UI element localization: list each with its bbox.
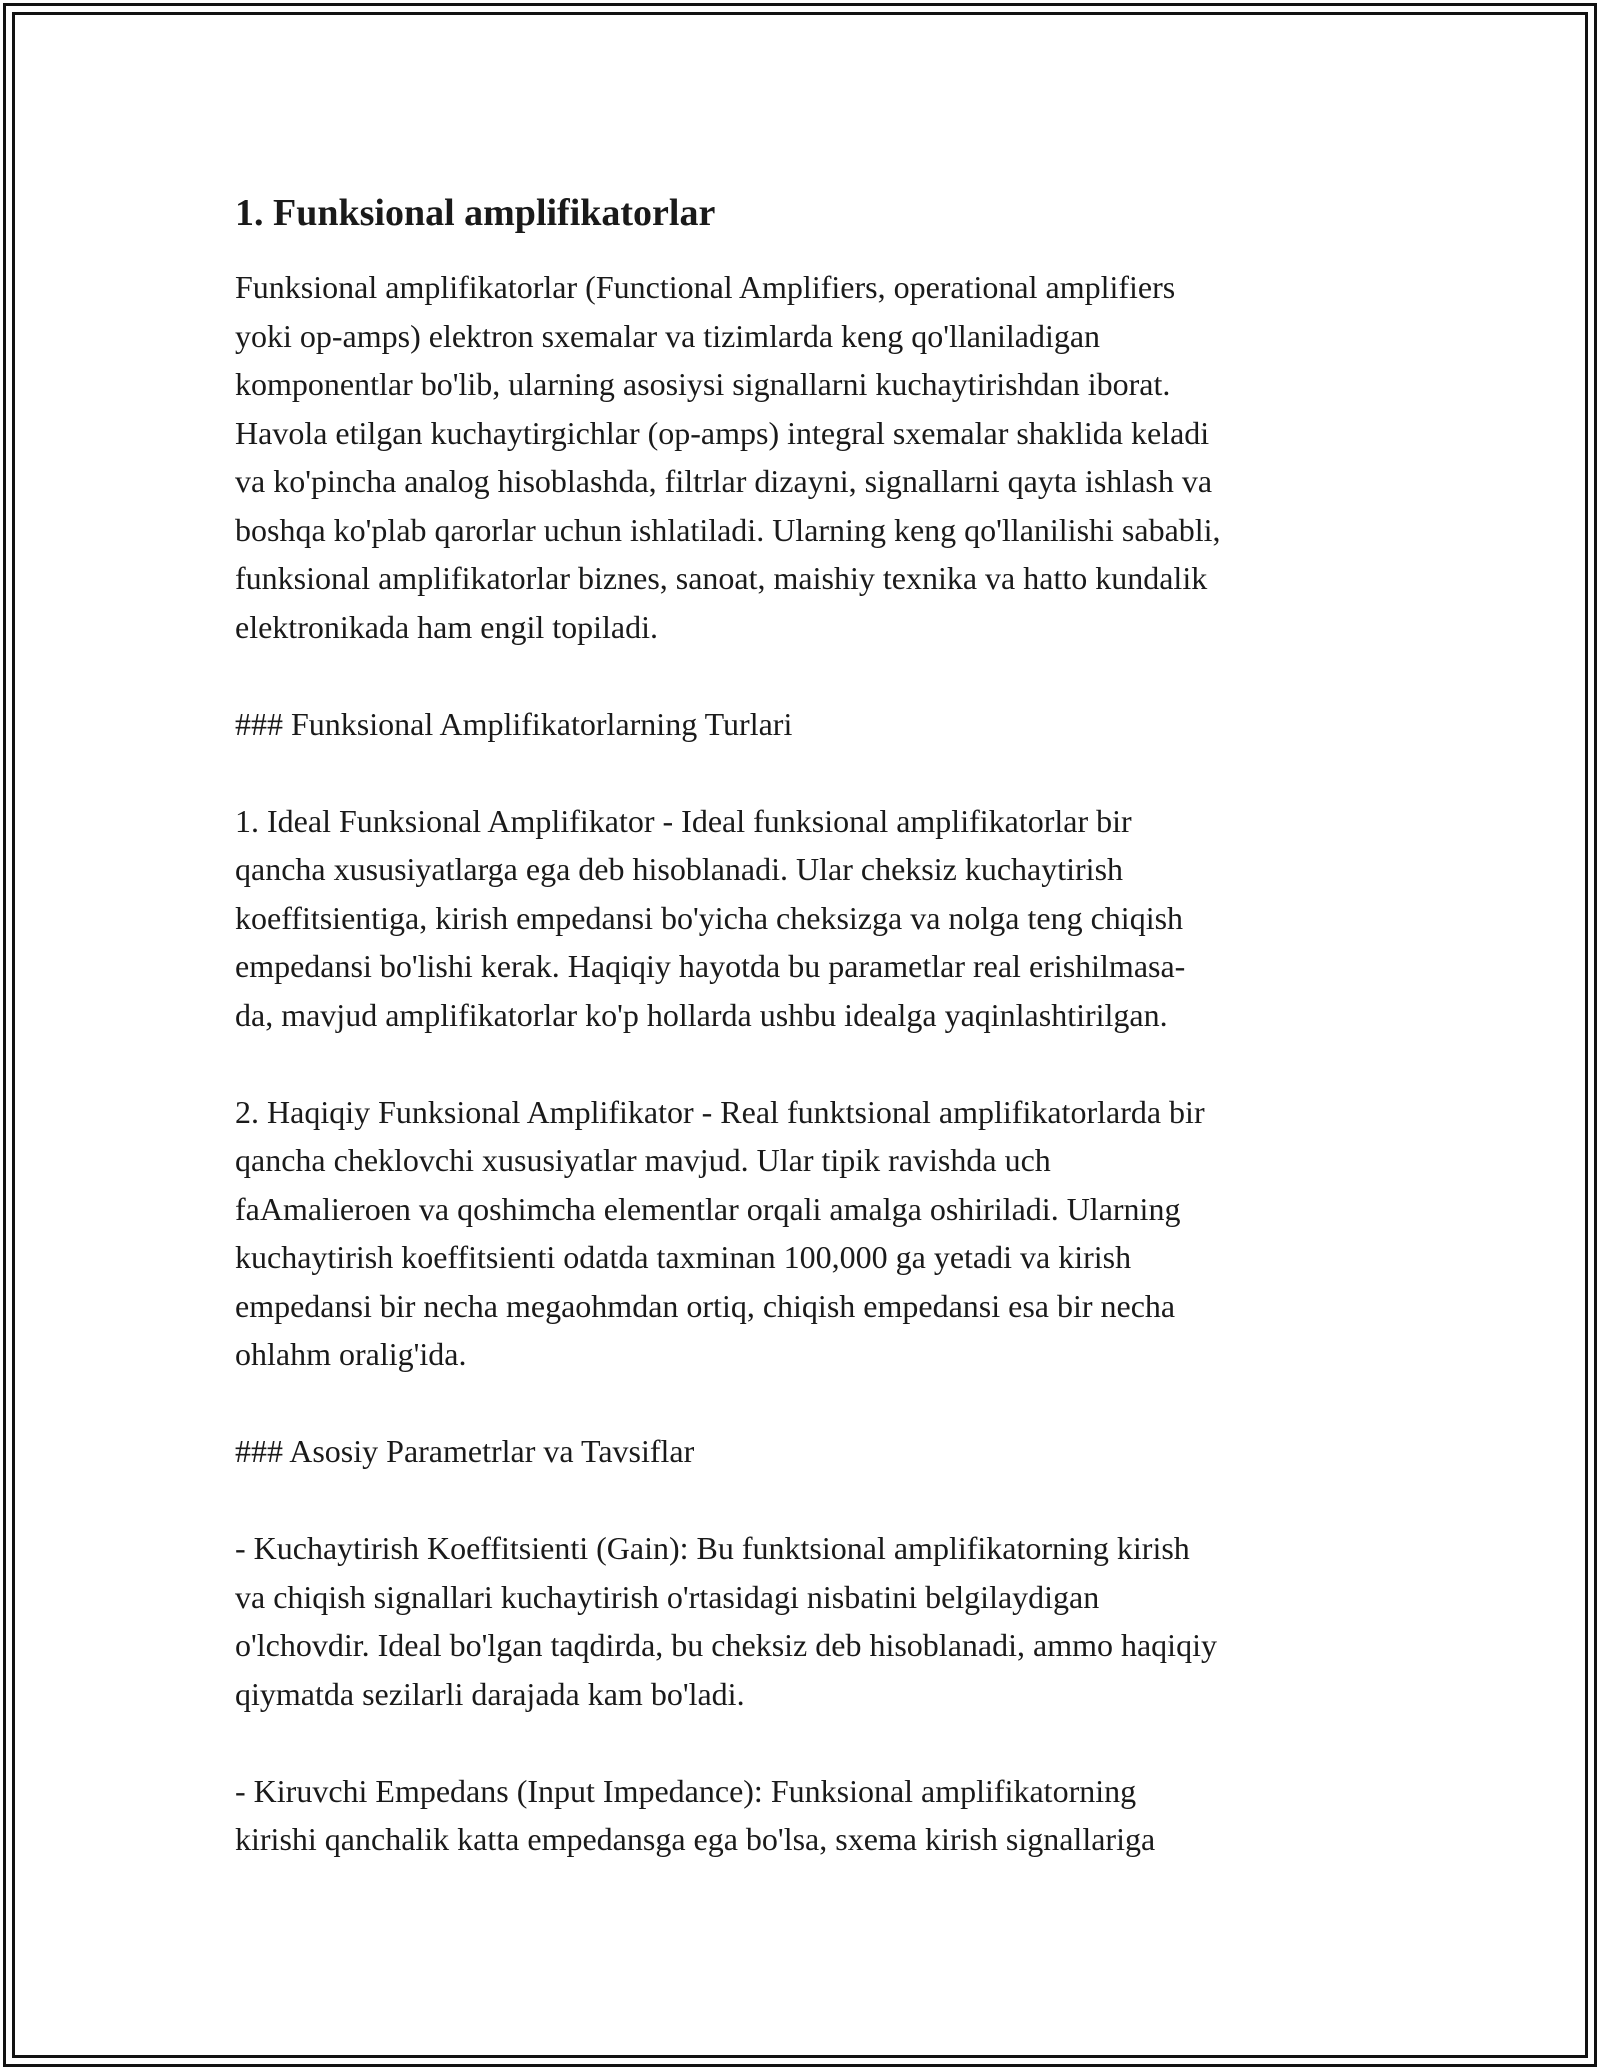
text-line: faAmalieroen va qoshimcha elementlar orqali amalga oshiriladi. Ularning [235, 1190, 1181, 1227]
intro-paragraph [235, 263, 1375, 651]
document-body [235, 185, 1375, 1912]
text-line: ohlahm oralig'ida. [235, 1336, 467, 1372]
text-line: - Kuchaytirish Koeffitsienti (Gain): Bu funktsional amplifikatorning kirish [235, 1530, 1190, 1566]
text-line: kuchaytirish koeffitsienti odatda taxminan 100,000 ga yetadi va kirish [235, 1239, 1132, 1275]
text-line: qancha xususiyatlarga ega deb hisoblanadi. Ular cheksiz kuchaytirish [235, 851, 1124, 887]
text-line: 2. Haqiqiy Funksional Amplifikator - Real funktsional amplifikatorlarda bir [235, 1093, 1205, 1130]
text-line: funksional amplifikatorlar biznes, sanoat, maishiy texnika va hatto kundalik [235, 560, 1208, 596]
text-line: yoki op-amps) elektron sxemalar va tizimlarda keng qo'llaniladigan [235, 317, 1101, 354]
section-heading-parameters [235, 1427, 1375, 1476]
text-line: komponentlar bo'lib, ularning asosiysi signallarni kuchaytirishdan iborat. [235, 366, 1171, 402]
text-line: va ko'pincha analog hisoblashda, filtrlar dizayni, signallarni qayta ishlash va [235, 463, 1213, 499]
text-line: o'lchovdir. Ideal bo'lgan taqdirda, bu cheksiz deb hisoblanadi, ammo haqiqiy [235, 1627, 1217, 1663]
document-title: 1. Funksional amplifikatorlar [235, 192, 716, 234]
ideal-amplifier-paragraph [235, 797, 1375, 1040]
text-line: qancha cheklovchi xususiyatlar mavjud. Ular tipik ravishda uch [235, 1142, 1051, 1178]
text-line: Funksional amplifikatorlar (Functional Amplifiers, operational amplifiers [235, 269, 1176, 305]
section-heading-types [235, 700, 1375, 749]
text-line: ### Funksional Amplifikatorlarning Turlari [235, 705, 793, 742]
text-line: empedansi bo'lishi kerak. Haqiqiy hayotda bu parametlar real erishilmasa- [235, 948, 1186, 984]
text-line: koeffitsientiga, kirish empedansi bo'yicha cheksizga va nolga teng chiqish [235, 899, 1184, 936]
text-line: boshqa ko'plab qarorlar uchun ishlatiladi. Ularning keng qo'llanilishi sababli, [235, 511, 1221, 548]
text-line: elektronikada ham engil topiladi. [235, 608, 658, 645]
text-line: - Kiruvchi Empedans (Input Impedance): Funksional amplifikatorning [235, 1772, 1137, 1809]
real-amplifier-paragraph [235, 1088, 1375, 1379]
text-line: da, mavjud amplifikatorlar ko'p hollarda ushbu idealga yaqinlashtirilgan. [235, 996, 1168, 1033]
text-line: Havola etilgan kuchaytirgichlar (op-amps) integral sxemalar shaklida keladi [235, 414, 1210, 451]
text-line: ### Asosiy Parametrlar va Tavsiflar [235, 1433, 695, 1469]
input-impedance-paragraph [235, 1767, 1375, 1864]
text-line: qiymatda sezilarli darajada kam bo'ladi. [235, 1675, 745, 1712]
gain-paragraph [235, 1524, 1375, 1718]
text-line: 1. Ideal Funksional Amplifikator - Ideal funksional amplifikatorlar bir [235, 802, 1132, 839]
text-line: va chiqish signallari kuchaytirish o'rtasidagi nisbatini belgilaydigan [235, 1578, 1100, 1615]
text-line: kirishi qanchalik katta empedansga ega bo'lsa, sxema kirish signallariga [235, 1821, 1156, 1857]
text-line: empedansi bir necha megaohmdan ortiq, chiqish empedansi esa bir necha [235, 1287, 1176, 1324]
